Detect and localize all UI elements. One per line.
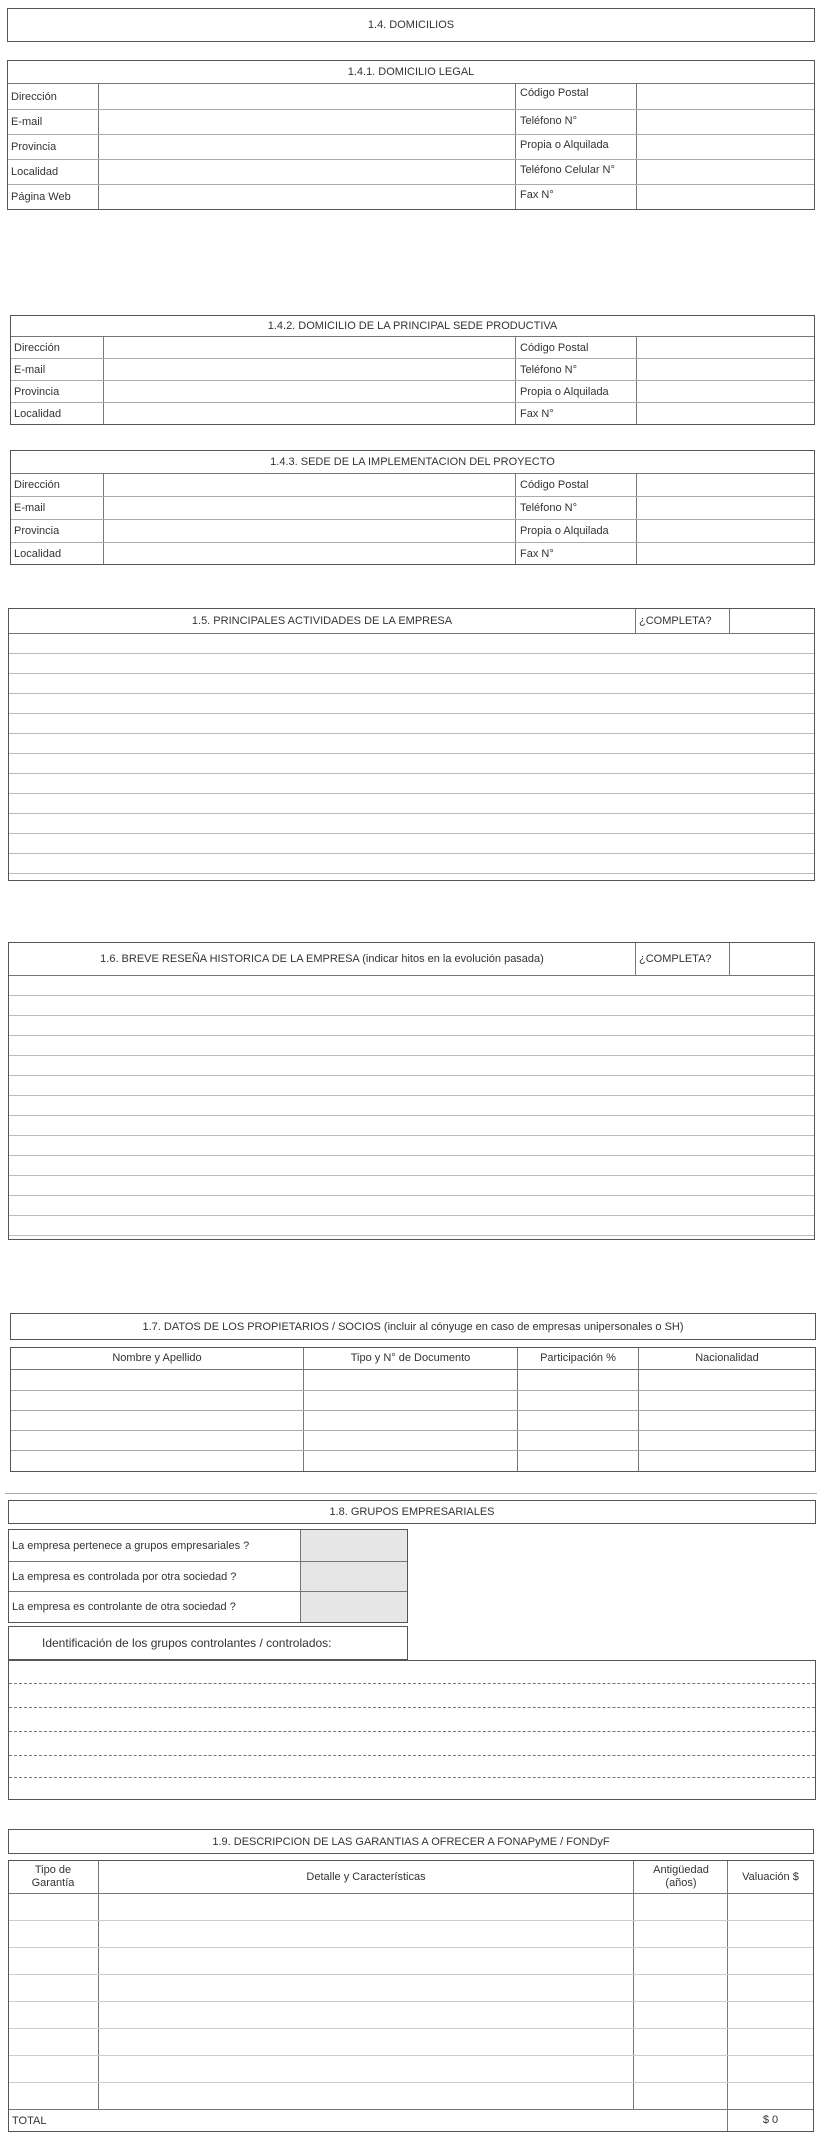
legal-label-email: E-mail bbox=[11, 116, 43, 128]
legal-label-codigo-postal: Código Postal bbox=[520, 87, 589, 99]
impl-telefono-field[interactable] bbox=[637, 497, 813, 519]
grupos-questions-table bbox=[8, 1529, 408, 1623]
prod-email-field[interactable] bbox=[104, 359, 514, 380]
resena-completa-label: ¿COMPLETA? bbox=[639, 953, 712, 965]
impl-email-field[interactable] bbox=[104, 497, 514, 519]
legal-email-field[interactable] bbox=[99, 110, 514, 134]
grupos-answer-pertenece[interactable] bbox=[301, 1530, 407, 1561]
impl-label-telefono: Teléfono N° bbox=[520, 502, 577, 514]
resena-historica-title: 1.6. BREVE RESEÑA HISTORICA DE LA EMPRESA (indicar hitos en la evolución pasada) bbox=[100, 952, 544, 965]
prod-label-direccion: Dirección bbox=[14, 341, 60, 354]
legal-label-celular: Teléfono Celular N° bbox=[520, 164, 615, 176]
impl-propia-alquilada-field[interactable] bbox=[637, 520, 813, 542]
prod-label-localidad: Localidad bbox=[14, 407, 62, 420]
legal-label-pagina-web: Página Web bbox=[11, 191, 71, 203]
grupos-title: 1.8. GRUPOS EMPRESARIALES bbox=[8, 1500, 816, 1524]
garantias-rows[interactable] bbox=[9, 1894, 813, 2109]
prod-localidad-field[interactable] bbox=[104, 403, 514, 424]
legal-localidad-field[interactable] bbox=[99, 160, 514, 184]
impl-label-localidad: Localidad bbox=[14, 547, 62, 560]
resena-historica-table bbox=[8, 942, 815, 1240]
legal-label-telefono: Teléfono N° bbox=[520, 115, 577, 127]
legal-label-propia-alquilada: Propia o Alquilada bbox=[520, 139, 609, 151]
actividades-completa-label: ¿COMPLETA? bbox=[639, 615, 712, 627]
prod-codigo-postal-field[interactable] bbox=[637, 337, 813, 358]
legal-provincia-field[interactable] bbox=[99, 135, 514, 159]
impl-label-propia-alquilada: Propia o Alquilada bbox=[520, 525, 609, 537]
garantias-total-value: $ 0 bbox=[762, 2114, 779, 2126]
legal-fax-field[interactable] bbox=[637, 185, 813, 209]
propietarios-header-nombre: Nombre y Apellido bbox=[112, 1352, 202, 1364]
resena-completa-field[interactable] bbox=[730, 943, 814, 975]
actividades-title: 1.5. PRINCIPALES ACTIVIDADES DE LA EMPRESA bbox=[191, 614, 453, 627]
sede-productiva-title: 1.4.2. DOMICILIO DE LA PRINCIPAL SEDE PRODUCTIVA bbox=[267, 319, 558, 332]
separator-line bbox=[5, 1493, 817, 1494]
resena-text-area[interactable] bbox=[9, 976, 814, 1239]
propietarios-header-documento: Tipo y N° de Documento bbox=[350, 1352, 471, 1364]
prod-provincia-field[interactable] bbox=[104, 381, 514, 402]
prod-label-email: E-mail bbox=[14, 363, 46, 376]
prod-fax-field[interactable] bbox=[637, 403, 813, 424]
propietarios-header-nacionalidad: Nacionalidad bbox=[695, 1352, 759, 1364]
domicilio-legal-table bbox=[7, 60, 815, 210]
garantias-header-antiguedad: Antigüedad (años) bbox=[653, 1864, 709, 1889]
sede-implementacion-table bbox=[10, 450, 815, 565]
actividades-text-area[interactable] bbox=[9, 634, 814, 880]
garantias-header-tipo: Tipo de Garantía bbox=[31, 1864, 75, 1889]
section-1-4-title: 1.4. DOMICILIOS bbox=[7, 8, 815, 42]
sede-productiva-table bbox=[10, 315, 815, 425]
propietarios-rows[interactable] bbox=[11, 1370, 815, 1471]
grupos-question-controlada: La empresa es controlada por otra sociedad ? bbox=[12, 1570, 237, 1583]
grupos-ident-label-box bbox=[8, 1626, 408, 1660]
garantias-table bbox=[8, 1860, 814, 2132]
legal-propia-alquilada-field[interactable] bbox=[637, 135, 813, 159]
actividades-completa-field[interactable] bbox=[730, 609, 814, 633]
prod-label-telefono: Teléfono N° bbox=[520, 363, 577, 376]
legal-label-direccion: Dirección bbox=[11, 91, 57, 103]
garantias-header-valuacion: Valuación $ bbox=[742, 1870, 799, 1883]
grupos-ident-area[interactable] bbox=[8, 1660, 816, 1800]
impl-codigo-postal-field[interactable] bbox=[637, 474, 813, 496]
prod-direccion-field[interactable] bbox=[104, 337, 514, 358]
impl-label-provincia: Provincia bbox=[14, 525, 60, 537]
impl-provincia-field[interactable] bbox=[104, 520, 514, 542]
legal-telefono-field[interactable] bbox=[637, 110, 813, 134]
garantias-title: 1.9. DESCRIPCION DE LAS GARANTIAS A OFRECER A FONAPyME / FONDyF bbox=[8, 1829, 814, 1854]
impl-label-fax: Fax N° bbox=[520, 547, 554, 560]
legal-codigo-postal-field[interactable] bbox=[637, 84, 813, 109]
legal-pagina-web-field[interactable] bbox=[99, 185, 514, 209]
impl-label-direccion: Dirección bbox=[14, 479, 60, 491]
grupos-answer-controlada[interactable] bbox=[301, 1562, 407, 1591]
prod-label-provincia: Provincia bbox=[14, 385, 60, 398]
prod-label-fax: Fax N° bbox=[520, 407, 554, 420]
impl-localidad-field[interactable] bbox=[104, 543, 514, 564]
grupos-answer-controlante[interactable] bbox=[301, 1592, 407, 1622]
grupos-ident-label: Identificación de los grupos controlantes / controlados: bbox=[42, 1636, 332, 1650]
legal-label-localidad: Localidad bbox=[11, 166, 59, 178]
prod-telefono-field[interactable] bbox=[637, 359, 813, 380]
legal-direccion-field[interactable] bbox=[99, 84, 514, 109]
sede-implementacion-title: 1.4.3. SEDE DE LA IMPLEMENTACION DEL PROYECTO bbox=[270, 455, 555, 468]
legal-label-provincia: Provincia bbox=[11, 141, 57, 153]
grupos-question-pertenece: La empresa pertenece a grupos empresariales ? bbox=[12, 1539, 250, 1552]
garantias-total-label: TOTAL bbox=[12, 2114, 47, 2127]
propietarios-table bbox=[10, 1347, 816, 1472]
legal-label-fax: Fax N° bbox=[520, 189, 554, 201]
impl-label-email: E-mail bbox=[14, 502, 46, 514]
prod-label-codigo-postal: Código Postal bbox=[520, 341, 589, 354]
prod-propia-alquilada-field[interactable] bbox=[637, 381, 813, 402]
impl-direccion-field[interactable] bbox=[104, 474, 514, 496]
legal-celular-field[interactable] bbox=[637, 160, 813, 184]
impl-label-codigo-postal: Código Postal bbox=[520, 479, 589, 491]
garantias-header-detalle: Detalle y Características bbox=[306, 1870, 426, 1883]
propietarios-title: 1.7. DATOS DE LOS PROPIETARIOS / SOCIOS (incluir al cónyuge en caso de empresas unipersonales o SH) bbox=[10, 1313, 816, 1340]
grupos-question-controlante: La empresa es controlante de otra sociedad ? bbox=[12, 1601, 236, 1613]
actividades-table bbox=[8, 608, 815, 881]
domicilio-legal-title: 1.4.1. DOMICILIO LEGAL bbox=[347, 65, 475, 78]
impl-fax-field[interactable] bbox=[637, 543, 813, 564]
propietarios-header-participacion: Participación % bbox=[540, 1352, 616, 1364]
prod-label-propia-alquilada: Propia o Alquilada bbox=[520, 385, 609, 398]
